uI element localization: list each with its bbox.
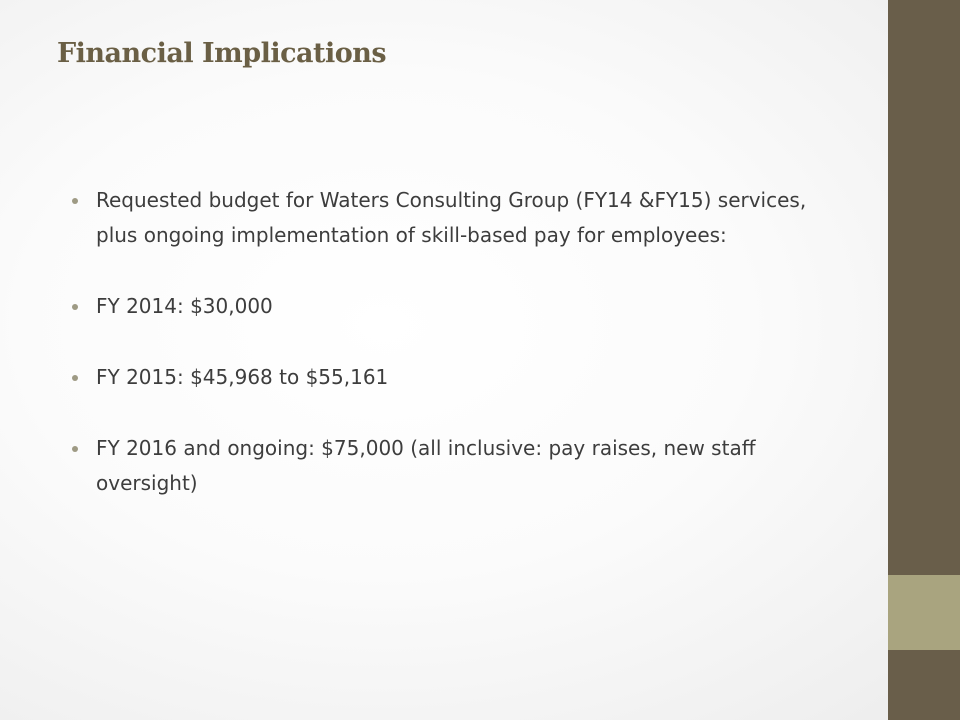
bullet-dot-icon [72, 446, 78, 452]
bullet-dot-icon [72, 304, 78, 310]
bullet-item-fy2016 [72, 431, 832, 501]
bullet-text: FY 2015: $45,968 to $55,161 [96, 365, 389, 389]
bullet-list [72, 183, 832, 537]
bullet-text: FY 2016 and ongoing: $75,000 (all inclusive: pay raises, new staff oversight) [96, 436, 756, 495]
sidebar-accent-panel [888, 575, 960, 650]
bullet-text: Requested budget for Waters Consulting Group (FY14 &FY15) services, plus ongoing implementation of skill-based pay for employees: [96, 188, 807, 247]
bullet-item-budget-request [72, 183, 832, 253]
bullet-item-fy2014 [72, 289, 832, 324]
bullet-dot-icon [72, 375, 78, 381]
bullet-text: FY 2014: $30,000 [96, 294, 273, 318]
bullet-item-fy2015 [72, 360, 832, 395]
bullet-dot-icon [72, 198, 78, 204]
sidebar-dark-panel [888, 0, 960, 575]
slide-title: Financial Implications [57, 38, 387, 69]
sidebar-dark-footer-panel [888, 650, 960, 720]
